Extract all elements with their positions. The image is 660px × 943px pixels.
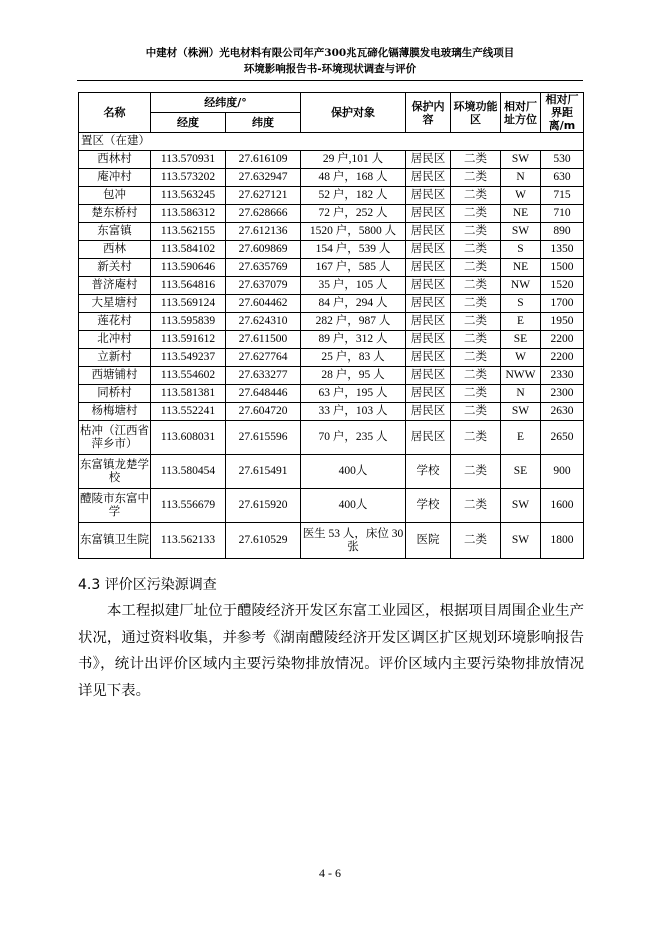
cell-target: 72 户，252 人 <box>301 205 406 223</box>
cell-dist: 1350 <box>541 241 584 259</box>
cell-dist: 890 <box>541 223 584 241</box>
cell-lon: 113.569124 <box>151 295 226 313</box>
table-row <box>79 367 584 385</box>
table-row <box>79 403 584 421</box>
cell-lon: 113.581381 <box>151 385 226 403</box>
cell-dir: E <box>501 421 541 455</box>
cell-lon: 113.580454 <box>151 455 226 489</box>
cell-name: 东富镇龙楚学校 <box>79 455 151 489</box>
cell-lat: 27.648446 <box>226 385 301 403</box>
section-label-row: 置区（在建） <box>79 133 584 151</box>
cell-name: 新关村 <box>79 259 151 277</box>
header-project-title: 中建材（株洲）光电材料有限公司年产300兆瓦碲化镉薄膜发电玻璃生产线项目 <box>145 47 515 59</box>
cell-target: 70 户，235 人 <box>301 421 406 455</box>
cell-lon: 113.586312 <box>151 205 226 223</box>
cell-name: 东富镇卫生院 <box>79 523 151 559</box>
cell-content: 医院 <box>406 523 451 559</box>
cell-lon: 113.573202 <box>151 169 226 187</box>
cell-content: 居民区 <box>406 403 451 421</box>
cell-zone: 二类 <box>451 421 501 455</box>
cell-lat: 27.627121 <box>226 187 301 205</box>
cell-lat: 27.610529 <box>226 523 301 559</box>
cell-zone: 二类 <box>451 259 501 277</box>
cell-lon: 113.608031 <box>151 421 226 455</box>
cell-zone: 二类 <box>451 403 501 421</box>
cell-content: 居民区 <box>406 205 451 223</box>
cell-name: 大星塘村 <box>79 295 151 313</box>
cell-dir: SE <box>501 455 541 489</box>
cell-name: 包冲 <box>79 187 151 205</box>
cell-name: 西林村 <box>79 151 151 169</box>
cell-dist: 2200 <box>541 349 584 367</box>
cell-lon: 113.554602 <box>151 367 226 385</box>
cell-target: 29 户,101 人 <box>301 151 406 169</box>
page-number: 4 - 6 <box>319 866 341 880</box>
cell-lon: 113.562133 <box>151 523 226 559</box>
cell-name: 杨梅塘村 <box>79 403 151 421</box>
cell-dir: S <box>501 241 541 259</box>
cell-content: 居民区 <box>406 277 451 295</box>
cell-lon: 113.564816 <box>151 277 226 295</box>
cell-lat: 27.604462 <box>226 295 301 313</box>
cell-dir: SW <box>501 403 541 421</box>
cell-dist: 530 <box>541 151 584 169</box>
cell-dir: W <box>501 187 541 205</box>
cell-lat: 27.615596 <box>226 421 301 455</box>
cell-dist: 2300 <box>541 385 584 403</box>
table-row <box>79 295 584 313</box>
cell-name: 立新村 <box>79 349 151 367</box>
body-paragraph: 本工程拟建厂址位于醴陵经济开发区东富工业园区，根据项目周围企业生产状况，通过资料收集，并参考《湖南醴陵经济开发区调区扩区规划环境影响报告书》，统计出评价区域内主要污染物排放情况。评价区域内主要污染物排放情况详见下表。 <box>78 603 584 699</box>
cell-target: 89 户，312 人 <box>301 331 406 349</box>
cell-zone: 二类 <box>451 295 501 313</box>
header-report-title: 环境影响报告书-环境现状调查与评价 <box>243 63 417 75</box>
cell-lon: 113.584102 <box>151 241 226 259</box>
cell-lat: 27.612136 <box>226 223 301 241</box>
table-row <box>79 523 584 559</box>
table-row <box>79 187 584 205</box>
cell-dir: SW <box>501 489 541 523</box>
cell-dir: SW <box>501 223 541 241</box>
cell-zone: 二类 <box>451 205 501 223</box>
cell-zone: 二类 <box>451 349 501 367</box>
cell-content: 居民区 <box>406 313 451 331</box>
sensitive-targets-table <box>78 92 584 559</box>
table-row <box>79 169 584 187</box>
table-row <box>79 205 584 223</box>
cell-dir: NWW <box>501 367 541 385</box>
cell-lat: 27.637079 <box>226 277 301 295</box>
cell-target: 400人 <box>301 455 406 489</box>
cell-target: 52 户，182 人 <box>301 187 406 205</box>
cell-lon: 113.595839 <box>151 313 226 331</box>
cell-dist: 1950 <box>541 313 584 331</box>
cell-dist: 900 <box>541 455 584 489</box>
cell-name: 楚东桥村 <box>79 205 151 223</box>
cell-dir: S <box>501 295 541 313</box>
cell-content: 居民区 <box>406 385 451 403</box>
table-row <box>79 277 584 295</box>
cell-target: 医生 53 人，床位 30 张 <box>301 523 406 559</box>
cell-name: 醴陵市东富中学 <box>79 489 151 523</box>
cell-lat: 27.609869 <box>226 241 301 259</box>
cell-dist: 630 <box>541 169 584 187</box>
cell-dir: NW <box>501 277 541 295</box>
cell-dist: 2630 <box>541 403 584 421</box>
cell-dist: 1800 <box>541 523 584 559</box>
cell-name: 西林 <box>79 241 151 259</box>
cell-name: 庵冲村 <box>79 169 151 187</box>
cell-name: 同桥村 <box>79 385 151 403</box>
cell-name: 莲花村 <box>79 313 151 331</box>
cell-target: 28 户，95 人 <box>301 367 406 385</box>
table-row <box>79 223 584 241</box>
cell-lat: 27.628666 <box>226 205 301 223</box>
cell-name: 西塘铺村 <box>79 367 151 385</box>
cell-content: 学校 <box>406 455 451 489</box>
cell-dist: 2200 <box>541 331 584 349</box>
cell-lat: 27.615920 <box>226 489 301 523</box>
cell-zone: 二类 <box>451 151 501 169</box>
cell-zone: 二类 <box>451 277 501 295</box>
col-header-coord: 经纬度/° <box>151 93 301 113</box>
cell-lon: 113.556679 <box>151 489 226 523</box>
cell-target: 1520 户，5800 人 <box>301 223 406 241</box>
cell-dir: N <box>501 385 541 403</box>
cell-target: 282 户，987 人 <box>301 313 406 331</box>
cell-lat: 27.611500 <box>226 331 301 349</box>
cell-content: 居民区 <box>406 259 451 277</box>
cell-lon: 113.549237 <box>151 349 226 367</box>
cell-target: 33 户，103 人 <box>301 403 406 421</box>
table-row <box>79 455 584 489</box>
cell-lat: 27.604720 <box>226 403 301 421</box>
cell-zone: 二类 <box>451 331 501 349</box>
cell-lon: 113.552241 <box>151 403 226 421</box>
col-header-name: 名称 <box>79 93 151 133</box>
table-row <box>79 489 584 523</box>
cell-dir: N <box>501 169 541 187</box>
cell-content: 居民区 <box>406 151 451 169</box>
cell-target: 154 户，539 人 <box>301 241 406 259</box>
cell-zone: 二类 <box>451 489 501 523</box>
cell-content: 居民区 <box>406 169 451 187</box>
table-row <box>79 349 584 367</box>
cell-dist: 715 <box>541 187 584 205</box>
cell-name: 东富镇 <box>79 223 151 241</box>
cell-zone: 二类 <box>451 367 501 385</box>
cell-dir: NE <box>501 259 541 277</box>
cell-lon: 113.590646 <box>151 259 226 277</box>
cell-zone: 二类 <box>451 385 501 403</box>
cell-target: 84 户，294 人 <box>301 295 406 313</box>
table-row <box>79 259 584 277</box>
cell-target: 35 户，105 人 <box>301 277 406 295</box>
cell-lat: 27.615491 <box>226 455 301 489</box>
cell-dist: 2330 <box>541 367 584 385</box>
cell-content: 居民区 <box>406 187 451 205</box>
cell-target: 167 户，585 人 <box>301 259 406 277</box>
cell-lat: 27.627764 <box>226 349 301 367</box>
cell-dir: NE <box>501 205 541 223</box>
cell-dist: 710 <box>541 205 584 223</box>
cell-zone: 二类 <box>451 187 501 205</box>
cell-dir: SW <box>501 523 541 559</box>
col-header-direction: 相对厂址方位 <box>501 93 541 133</box>
cell-lat: 27.616109 <box>226 151 301 169</box>
cell-zone: 二类 <box>451 241 501 259</box>
cell-dir: E <box>501 313 541 331</box>
cell-lon: 113.562155 <box>151 223 226 241</box>
cell-content: 居民区 <box>406 349 451 367</box>
cell-lon: 113.570931 <box>151 151 226 169</box>
table-row <box>79 331 584 349</box>
table-row <box>79 385 584 403</box>
section-heading: 4.3 评价区污染源调查 <box>78 577 217 593</box>
col-header-distance: 相对厂界距离/m <box>541 93 584 133</box>
cell-target: 63 户，195 人 <box>301 385 406 403</box>
cell-content: 居民区 <box>406 331 451 349</box>
cell-content: 居民区 <box>406 367 451 385</box>
cell-content: 居民区 <box>406 241 451 259</box>
cell-content: 学校 <box>406 489 451 523</box>
cell-dist: 1700 <box>541 295 584 313</box>
cell-dir: W <box>501 349 541 367</box>
cell-zone: 二类 <box>451 455 501 489</box>
col-header-lat: 纬度 <box>226 113 301 133</box>
cell-lat: 27.635769 <box>226 259 301 277</box>
cell-target: 25 户，83 人 <box>301 349 406 367</box>
cell-target: 48 户，168 人 <box>301 169 406 187</box>
col-header-target: 保护对象 <box>301 93 406 133</box>
cell-zone: 二类 <box>451 523 501 559</box>
header-rule <box>77 80 583 81</box>
cell-lon: 113.563245 <box>151 187 226 205</box>
cell-dist: 1500 <box>541 259 584 277</box>
cell-content: 居民区 <box>406 223 451 241</box>
col-header-zone: 环境功能区 <box>451 93 501 133</box>
table-row <box>79 241 584 259</box>
table-row <box>79 313 584 331</box>
cell-dist: 1600 <box>541 489 584 523</box>
cell-lon: 113.591612 <box>151 331 226 349</box>
cell-dist: 1520 <box>541 277 584 295</box>
cell-content: 居民区 <box>406 421 451 455</box>
cell-zone: 二类 <box>451 169 501 187</box>
cell-target: 400人 <box>301 489 406 523</box>
table-row <box>79 151 584 169</box>
cell-name: 普济庵村 <box>79 277 151 295</box>
col-header-content: 保护内容 <box>406 93 451 133</box>
col-header-lon: 经度 <box>151 113 226 133</box>
cell-dir: SW <box>501 151 541 169</box>
cell-dir: SE <box>501 331 541 349</box>
cell-zone: 二类 <box>451 223 501 241</box>
cell-lat: 27.633277 <box>226 367 301 385</box>
cell-lat: 27.624310 <box>226 313 301 331</box>
cell-lat: 27.632947 <box>226 169 301 187</box>
cell-zone: 二类 <box>451 313 501 331</box>
cell-name: 北冲村 <box>79 331 151 349</box>
cell-content: 居民区 <box>406 295 451 313</box>
cell-name: 枯冲（江西省萍乡市） <box>79 421 151 455</box>
table-row <box>79 421 584 455</box>
cell-dist: 2650 <box>541 421 584 455</box>
